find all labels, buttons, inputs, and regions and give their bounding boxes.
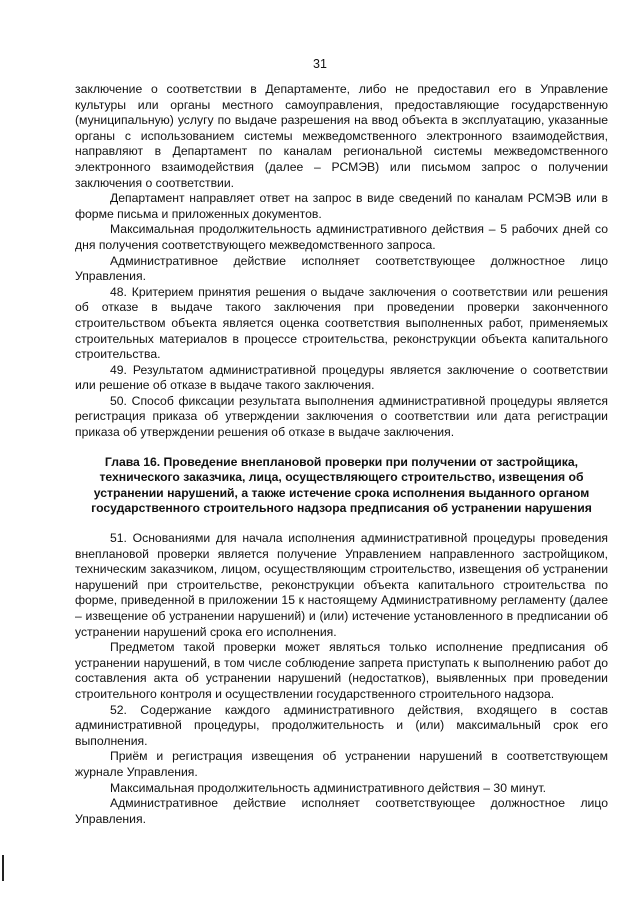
- paragraph-department-response: Департамент направляет ответ на запрос в виде сведений по каналам РСМЭВ или в форме письма и приложенных документов.: [75, 191, 608, 221]
- paragraph-continuation: заключение о соответствии в Департаменте, либо не предоставил его в Управление культуры или органы местного самоуправления, предоставляющие государственную (муниципальную) услугу по выдаче разрешения на ввод объекта в эксплуатацию, указанные органы с использованием системы межведомственного электронного взаимодействия, направляют в Департамент по каналам региональной системы межведомственного электронного взаимодействия (далее – РСМЭВ) или письмом запрос о получении заключения о соответствии.: [75, 82, 608, 190]
- paragraph-51: 51. Основаниями для начала исполнения административной процедуры проведения внеплановой проверки является получение Управлением направленного застройщиком, техническим заказчиком, лицом, осуществляющим строительство, извещения об устранении нарушений при строительстве, реконструкции объекта капитального строительства по форме, приведенной в приложении 15 к настоящему Административному регламенту (далее – извещение об устранении нарушений) и (или) истечение установленного в предписании об устранении нарушений срока его исполнения.: [75, 531, 608, 639]
- paragraph-48: 48. Критерием принятия решения о выдаче заключения о соответствии или решения об отказе в выдаче такого заключения при проведении проверки законченного строительством объекта является оценка соответствия выполненных работ, применяемых строительных материалов в процессе строительства, реконструкции объекта капитального строительства.: [75, 284, 608, 362]
- chapter-16-heading: Глава 16. Проведение внеплановой проверки при получении от застройщика, технического заказчика, лица, осуществляющего строительство, извещения об устранении нарушений, а также истечение срока исполнения выданного органом государственного строительного надзора предписания об устранении нарушения: [91, 454, 592, 516]
- paragraph-50: 50. Способ фиксации результата выполнения административной процедуры является регистрация приказа об утверждении заключения о соответствии или дата регистрации приказа об утверждении решения об отказе в выдаче заключения.: [75, 393, 608, 440]
- scan-edge-mark: [2, 855, 4, 881]
- paragraph-registration: Приём и регистрация извещения об устранении нарушений в соответствующем журнале Управления.: [75, 749, 608, 779]
- paragraph-responsible-official: Административное действие исполняет соответствующее должностное лицо Управления.: [75, 253, 608, 284]
- page-number: 31: [313, 57, 327, 71]
- paragraph-max-duration-5-days: Максимальная продолжительность административного действия – 5 рабочих дней со дня получения соответствующего межведомственного запроса.: [75, 222, 608, 252]
- paragraph-responsible-official-2: Административное действие исполняет соответствующее должностное лицо Управления.: [75, 796, 608, 826]
- paragraph-52: 52. Содержание каждого административного действия, входящего в состав административной процедуры, продолжительность и (или) максимальный срок его выполнения.: [75, 702, 608, 748]
- paragraph-max-duration-30-min: Максимальная продолжительность административного действия – 30 минут.: [110, 780, 546, 795]
- paragraph-inspection-subject: Предметом такой проверки может являться только исполнение предписания об устранении нарушений, в том числе соблюдение запрета приступать к выполнению работ до составления акта об устранении нарушений (недостатков), выявленных при проведении строительного контроля и осуществлении государственного строительного надзора.: [75, 640, 608, 701]
- document-body: [75, 82, 608, 827]
- paragraph-49: 49. Результатом административной процедуры является заключение о соответствии или решение об отказе в выдаче такого заключения.: [75, 362, 608, 393]
